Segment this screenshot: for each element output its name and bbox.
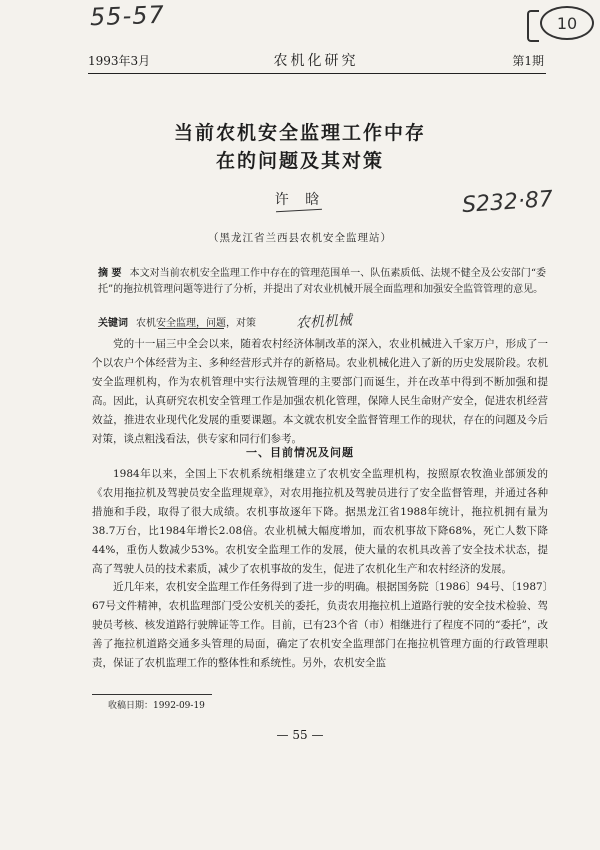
received-label: 收稿日期： bbox=[108, 701, 154, 711]
header-rule bbox=[88, 73, 546, 74]
handwritten-bracket bbox=[527, 10, 539, 42]
section-heading-1: 一、目前情况及问题 bbox=[246, 446, 354, 459]
received-date: 1992-09-19 bbox=[153, 701, 205, 711]
header-journal-name: 农机化研究 bbox=[273, 53, 359, 69]
article-title-line2: 在的问题及其对策 bbox=[215, 150, 384, 172]
body-paragraph-1: 党的十一届三中全会以来，随着农村经济体制改革的深入，农业机械进入千家万户，形成了一个以农户个体经营为主、多种经营形式并存的新格局。农业机械化进入了新的历史发展阶段。农机安全监理机构，作为农机管理中实行法规管理的主要部门而诞生，并在改革中得到不断加强和提高。因此，认真研究农机安全管理工作是加强农机化管理，保障人民生命财产安全，促进农机经营效益，推进农业现代化发展的重要课题。本文就农机安全监督管理工作的现状，存在的问题及今后对策，谈点粗浅看法，供专家和同行们参考。 bbox=[92, 338, 548, 445]
article-title-line1: 当前农机安全监理工作中存 bbox=[173, 122, 426, 144]
author-underline bbox=[276, 209, 322, 212]
article-author: 许 晗 bbox=[274, 192, 326, 208]
page-number: — 55 — bbox=[276, 728, 324, 742]
header-issue: 第1期 bbox=[512, 54, 544, 68]
handwritten-page-range: 55-57 bbox=[89, 0, 166, 32]
abstract-block bbox=[98, 266, 546, 298]
handwritten-keyword-note: 农机机械 bbox=[295, 312, 353, 332]
header-date: 1993年3月 bbox=[88, 54, 151, 68]
author-affiliation: （黑龙江省兰西县农机安全监理站） bbox=[208, 232, 392, 244]
body-paragraph-2: 1984年以来，全国上下农机系统相继建立了农机安全监理机构，按照原农牧渔业部颁发的《农用拖拉机及驾驶员安全监理规章》，对农用拖拉机及驾驶员进行了安全监督管理，并通过各种措施和手段，取得了很大成绩。农机事故逐年下降。据黑龙江省1988年统计，拖拉机拥有量为38.7万台，比1984年增长2.08倍。农业机械大幅度增加，而农机事故下降68%，死亡人数下降44%，重伤人数减少53%。农机安全监理工作的发展，使大量的农机具改善了安全技术状态，提高了驾驶人员的技术素质，减少了农机事故的发生，促进了农机化生产和农村经济的发展。 bbox=[92, 468, 548, 575]
handwritten-circled-number: 10 bbox=[540, 6, 594, 40]
handwritten-class-code: S232·87 bbox=[461, 186, 554, 219]
running-header bbox=[88, 50, 544, 70]
abstract-text: 本文对当前农机安全监理工作中存在的管理范围单一、队伍素质低、法规不健全及公安部门“委托”的拖拉机管理问题等进行了分析，并提出了对农业机械开展全面监理和加强安全监管管理的意见。 bbox=[98, 268, 546, 295]
footnote-rule bbox=[92, 694, 212, 695]
received-date-footnote bbox=[108, 698, 205, 711]
abstract-label: 摘 要 bbox=[98, 268, 122, 279]
body-paragraph-3: 近几年来，农机安全监理工作任务得到了进一步的明确。根据国务院〔1986〕94号、〔1987〕67号文件精神，农机监理部门受公安机关的委托，负责农用拖拉机上道路行驶的安全技术检验、驾驶员考核、核发道路行驶牌证等工作。目前，已有23个省（市）相继进行了程度不同的“委托”，改善了拖拉机道路交通多头管理的局面，确定了农机安全监理部门在拖拉机管理方面的行政管理职责，保证了农机监理工作的整体性和系统性。另外，农机安全监 bbox=[92, 581, 548, 669]
keywords-label: 关键词 bbox=[98, 318, 128, 329]
keywords-text: 农机安全监理，问题，对策 bbox=[136, 318, 256, 329]
keyword-underline bbox=[158, 328, 224, 329]
